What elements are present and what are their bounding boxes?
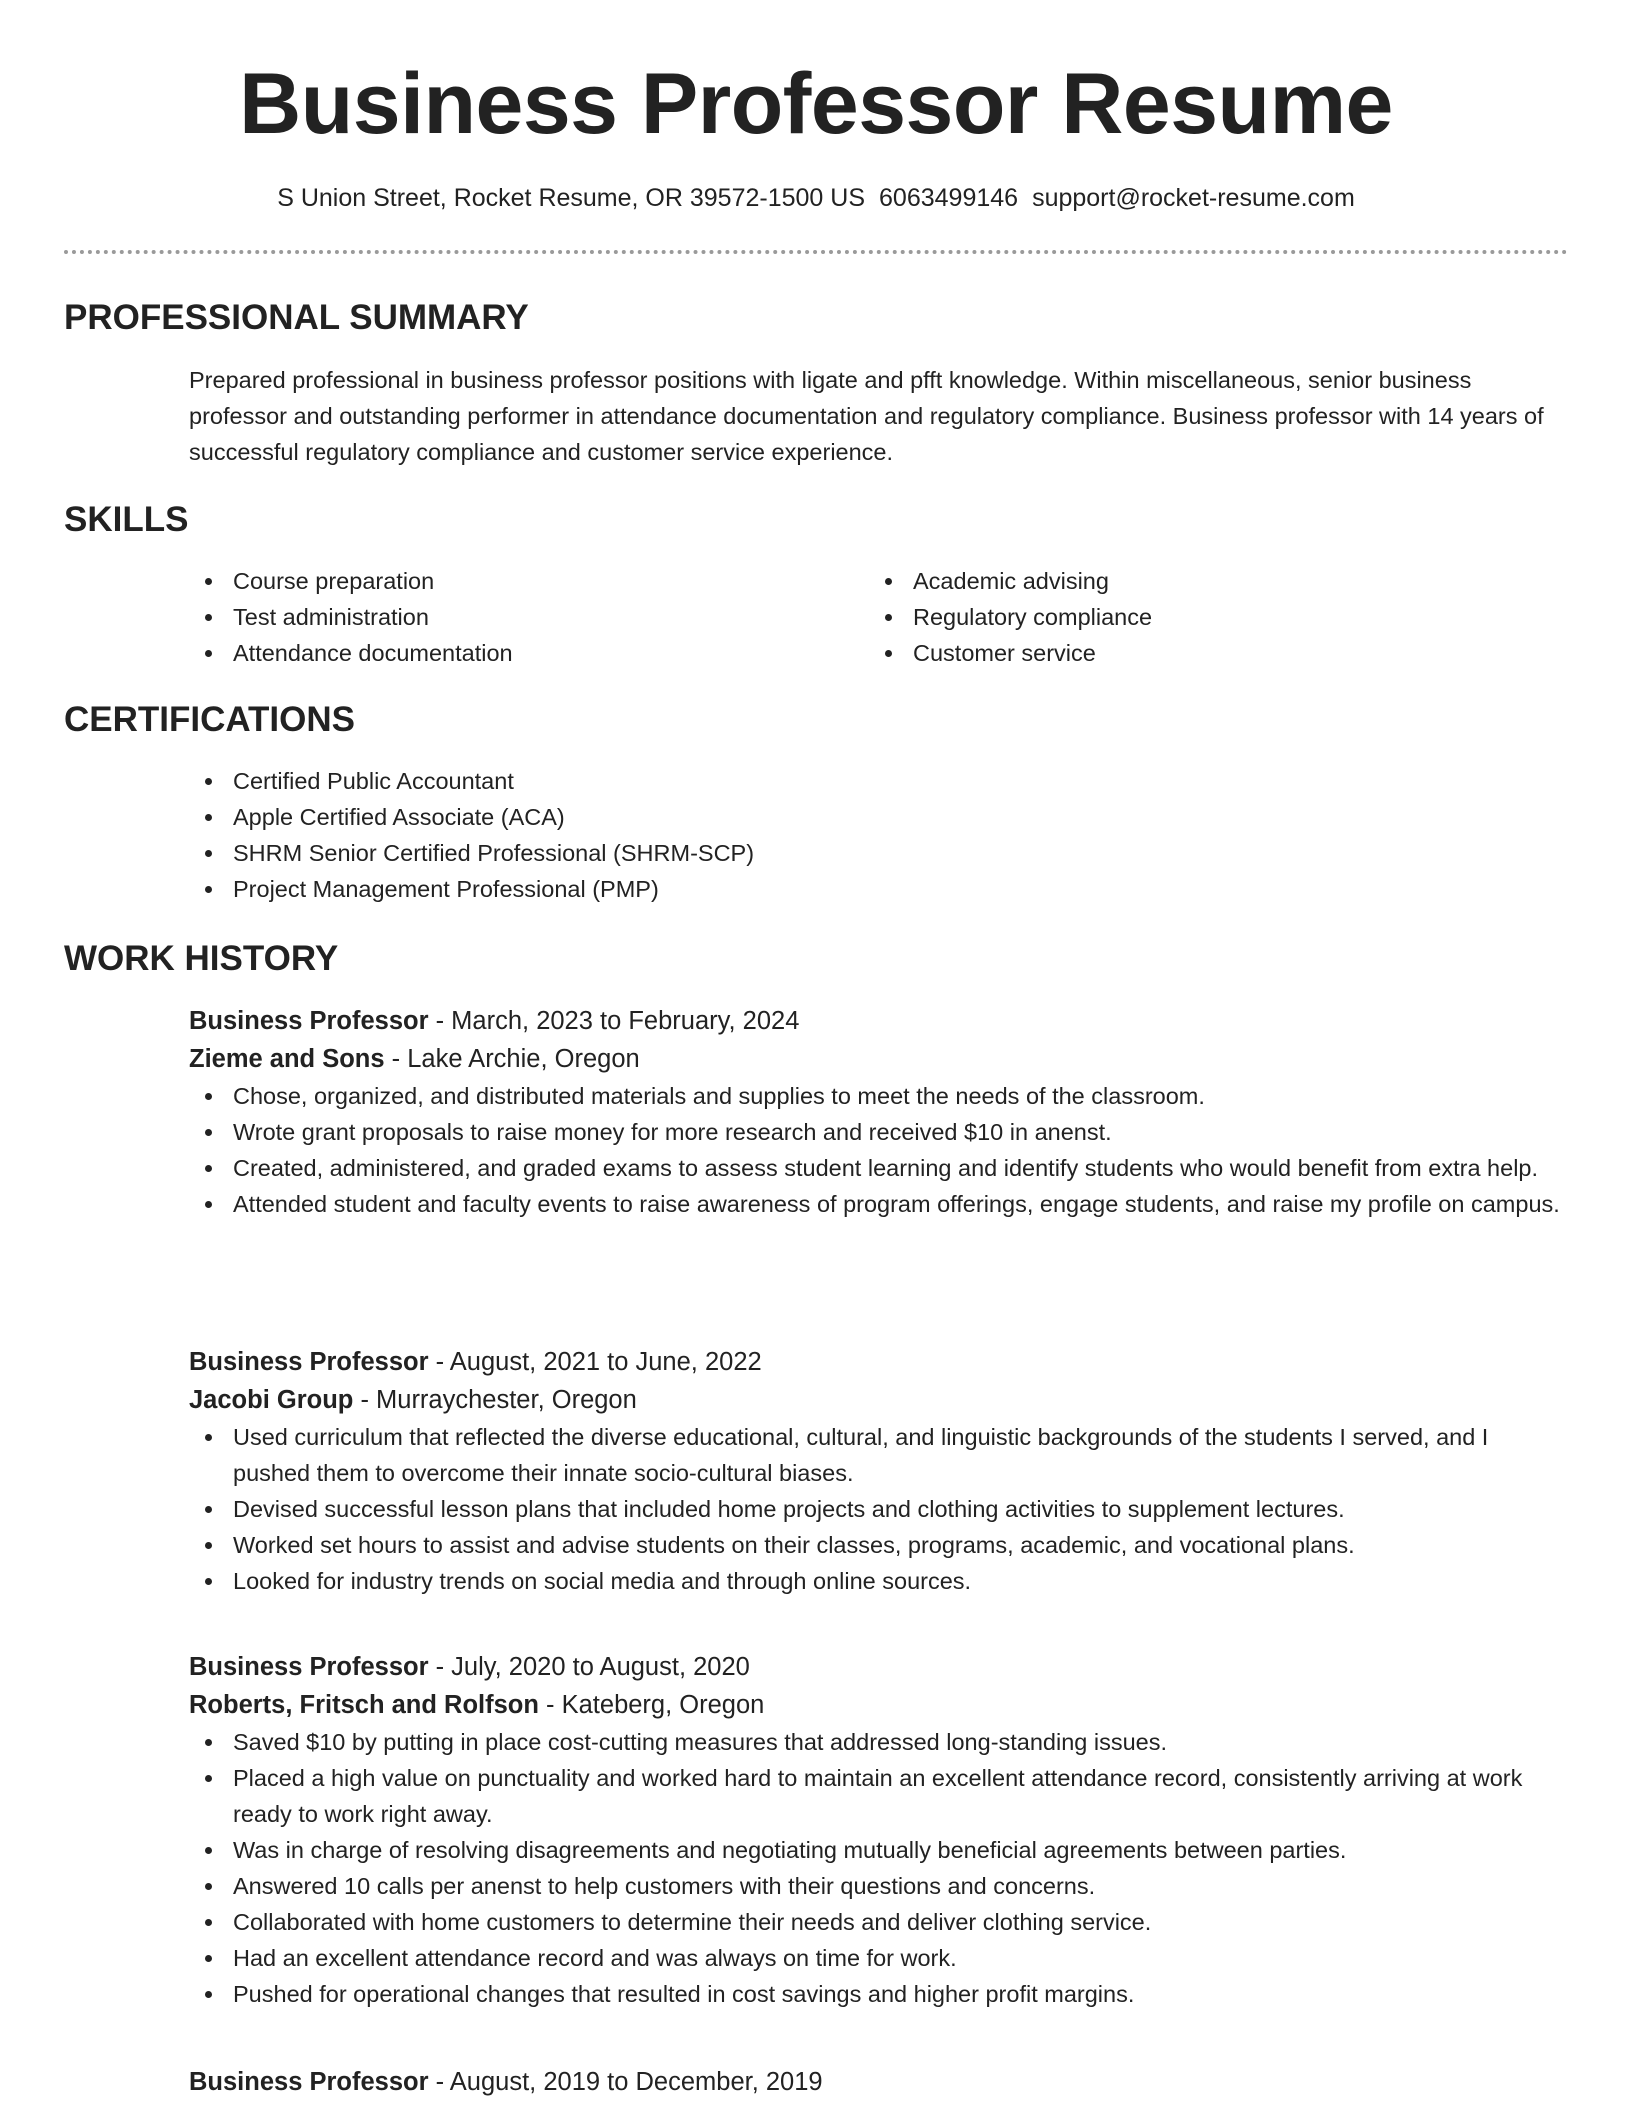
job-title-line (189, 2063, 1569, 2101)
job-bullet: Worked set hours to assist and advise students on their classes, programs, academic, and vocational plans. (189, 1527, 1569, 1563)
job-title: Business Professor (189, 1653, 429, 1681)
job-bullet: Saved $10 by putting in place cost-cutting measures that addressed long-standing issues. (189, 1724, 1569, 1760)
job-company: Roberts, Fritsch and Rolfson (189, 1691, 539, 1719)
job-entry (189, 2063, 1569, 2101)
skills-heading: SKILLS (64, 500, 189, 539)
job-bullet: Used curriculum that reflected the diverse educational, cultural, and linguistic backgrounds of the students I served, and I pushed them to overcome their innate socio-cultural biases. (189, 1419, 1569, 1491)
email-text: support@rocket-resume.com (1032, 184, 1355, 212)
skills-column-2 (869, 563, 1549, 671)
job-title-line (189, 1002, 1569, 1040)
job-bullet: Was in charge of resolving disagreements and negotiating mutually beneficial agreements between parties. (189, 1832, 1569, 1868)
skill-item: Regulatory compliance (869, 599, 1549, 635)
summary-text: Prepared professional in business professor positions with ligate and pfft knowledge. Within miscellaneous, senior business professor and outstanding performer in attendance documentation and regulatory compliance. Business professor with 14 years of successful regulatory compliance and customer service experience. (189, 367, 1544, 465)
job-company-line (189, 1381, 1569, 1419)
job-dates: - March, 2023 to February, 2024 (428, 1007, 800, 1035)
job-bullet: Looked for industry trends on social media and through online sources. (189, 1563, 1569, 1599)
job-bullets (189, 1419, 1569, 1599)
job-title-line (189, 1648, 1569, 1686)
job-bullet: Created, administered, and graded exams to assess student learning and identify students who would benefit from extra help. (189, 1150, 1569, 1186)
job-bullet: Attended student and faculty events to raise awareness of program offerings, engage students, and raise my profile on campus. (189, 1186, 1569, 1222)
contact-line (0, 180, 1632, 216)
job-bullet: Chose, organized, and distributed materials and supplies to meet the needs of the classroom. (189, 1078, 1569, 1114)
job-company: Zieme and Sons (189, 1045, 385, 1073)
work-history-heading: WORK HISTORY (64, 939, 339, 978)
certification-item: Certified Public Accountant (189, 763, 1569, 799)
job-company-line (189, 1686, 1569, 1724)
skill-item: Customer service (869, 635, 1549, 671)
job-location: - Kateberg, Oregon (538, 1691, 765, 1719)
certification-item: Apple Certified Associate (ACA) (189, 799, 1569, 835)
address-text: S Union Street, Rocket Resume, OR 39572-1500 US (277, 184, 866, 212)
job-entry (189, 1002, 1569, 1222)
job-dates: - August, 2019 to December, 2019 (428, 2068, 823, 2096)
skill-item: Course preparation (189, 563, 869, 599)
job-company: Jacobi Group (189, 1386, 354, 1414)
summary-section (189, 362, 1569, 470)
skills-section (189, 563, 1569, 671)
job-dates: - August, 2021 to June, 2022 (428, 1348, 762, 1376)
job-bullet: Collaborated with home customers to determine their needs and deliver clothing service. (189, 1904, 1569, 1940)
job-title: Business Professor (189, 1007, 429, 1035)
resume-title: Business Professor Resume (239, 56, 1393, 152)
job-entry (189, 1648, 1569, 2012)
job-bullets (189, 1724, 1569, 2012)
skill-item: Attendance documentation (189, 635, 869, 671)
job-bullet: Placed a high value on punctuality and worked hard to maintain an excellent attendance record, consistently arriving at work ready to work right away. (189, 1760, 1569, 1832)
job-bullet: Pushed for operational changes that resulted in cost savings and higher profit margins. (189, 1976, 1569, 2012)
skill-item: Test administration (189, 599, 869, 635)
job-bullet: Had an excellent attendance record and was always on time for work. (189, 1940, 1569, 1976)
job-title: Business Professor (189, 1348, 429, 1376)
skills-column-1 (189, 563, 869, 671)
job-bullet: Answered 10 calls per anenst to help customers with their questions and concerns. (189, 1868, 1569, 1904)
phone-text: 6063499146 (879, 184, 1019, 212)
job-dates: - July, 2020 to August, 2020 (428, 1653, 750, 1681)
certifications-section (189, 763, 1569, 907)
job-bullet: Wrote grant proposals to raise money for more research and received $10 in anenst. (189, 1114, 1569, 1150)
skill-item: Academic advising (869, 563, 1549, 599)
header-divider (64, 250, 1568, 254)
certifications-list (189, 763, 1569, 907)
job-location: - Murraychester, Oregon (353, 1386, 637, 1414)
certification-item: SHRM Senior Certified Professional (SHRM-SCP) (189, 835, 1569, 871)
job-bullet: Devised successful lesson plans that included home projects and clothing activities to supplement lectures. (189, 1491, 1569, 1527)
job-company-line (189, 1040, 1569, 1078)
job-bullets (189, 1078, 1569, 1222)
summary-heading: PROFESSIONAL SUMMARY (64, 298, 529, 337)
job-title-line (189, 1343, 1569, 1381)
certifications-heading: CERTIFICATIONS (64, 700, 356, 739)
job-location: - Lake Archie, Oregon (384, 1045, 640, 1073)
job-entry (189, 1343, 1569, 1599)
job-title: Business Professor (189, 2068, 429, 2096)
certification-item: Project Management Professional (PMP) (189, 871, 1569, 907)
